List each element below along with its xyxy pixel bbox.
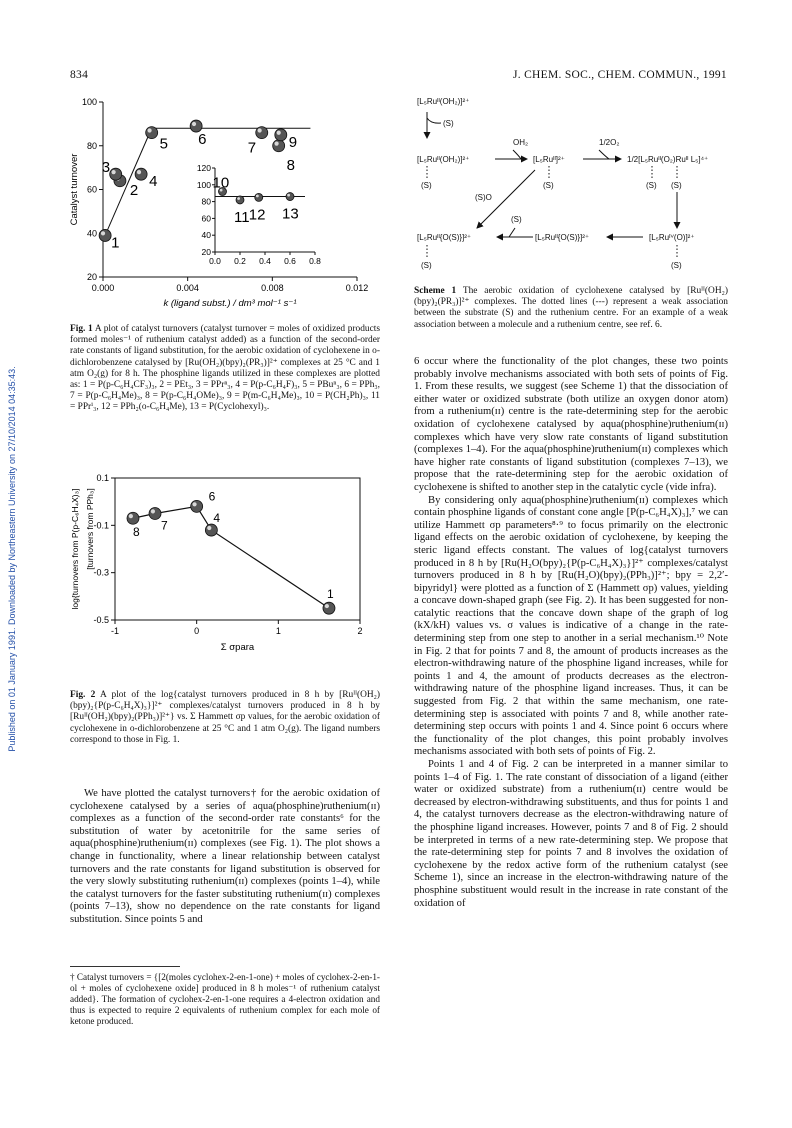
fig2-point-label: 1 <box>326 587 334 602</box>
left-paragraph: We have plotted the catalyst turnovers† for the aerobic oxidation of cyclohexene catalysed by a series of aqua(phosphine)ruthenium(ɪɪ) complexes as a function of the second-order rate constants⁶ for the substitution of water by acetonitrile for the same series of aqua(phosphine)ruthenium(ɪɪ) complexes (see Fig. 1). The plot shows a change in functionality, where a linear relationship between catalyst turnovers and the rate constants for ligand substitution is observed for the very slowly substituting ruthenium(ɪɪ) complexes (points 1–4), while the catalyst turnovers for the faster substituting ruthenium(ɪɪ) complexes (points 7–13), show no dependence on the rate constants for ligand substitution. Since points 5 and <box>70 788 380 925</box>
fig2-axes <box>70 473 363 653</box>
scheme-arrow-l1-curl <box>509 228 515 237</box>
scheme1-caption-label: Scheme 1 <box>414 286 457 296</box>
fig1-trend-rising <box>105 128 152 235</box>
fig2-y-tick-label: 0.1 <box>96 473 109 483</box>
fig1-inset-y-tick-label: 120 <box>196 163 211 173</box>
scheme-row3-mid: [L₅Ruᴵᴵ{O(S)}]²⁺ <box>535 233 590 242</box>
fig1-point-label: 5 <box>159 135 169 153</box>
fig1-point-1 <box>99 229 111 241</box>
scheme-arrow-diag-tail <box>477 226 479 228</box>
scheme-oh2: OH₂ <box>513 138 529 147</box>
scheme-s1: (S) <box>443 119 454 128</box>
fig1-x-tick-label: 0.000 <box>91 283 115 293</box>
scheme-row3-left: [L₅Ruᴵᴵ{O(S)}]²⁺ <box>417 233 472 242</box>
footnote: † Catalyst turnovers = {[2(moles cyclohex-2-en-1-one) + moles of cyclohex-2-en-1-ol + moles of cyclohexene oxide] produced in 8 h moles⁻¹ of ruthenium catalyst added}. The formation of cyclohex-2-en-1-one requires a 4-electron oxidation and thus is expected to require 2 equivalents of ruthenium complex for each mole of ketone produced. <box>70 972 380 1026</box>
fig1-point-4 <box>135 168 147 180</box>
fig1-inset-x-tick-label: 0.2 <box>234 256 246 266</box>
scheme-s-e: (S) <box>421 261 432 270</box>
scheme-s-b: (S) <box>543 181 554 190</box>
fig2-point-8 <box>127 512 139 524</box>
scheme-arrow-r1-curl <box>513 150 521 159</box>
fig1-y-tick-label: 20 <box>86 272 97 282</box>
fig2-x-label: Σ σpara <box>220 642 255 653</box>
fig2-point-1 <box>323 602 335 614</box>
right-body <box>414 356 728 910</box>
fig1-inset-point-label: 10 <box>212 174 230 192</box>
fig2-y-tick-label: -0.5 <box>93 615 109 625</box>
fig2-point-4 <box>205 524 217 536</box>
fig1-caption <box>70 324 380 414</box>
fig1-inset-y-tick-label: 100 <box>196 179 211 190</box>
scheme-row3-right: [L₅Ruᴵⱽ(O)]²⁺ <box>649 233 695 242</box>
fig1-x-tick-label: 0.012 <box>345 283 369 293</box>
fig2-y-label-sub: [turnovers from PPh₃] <box>85 488 95 570</box>
fig2-point-label: 8 <box>132 525 140 540</box>
fig1-inset-x-tick-label: 0.6 <box>284 256 296 266</box>
right-paragraph-1: 6 occur where the functionality of the plot changes, these two points probably involve mechanisms associated with both sets of points of Fig. 1. From these results, we suggest (see Scheme 1) that the dissociation of either water or oxidized substrate (both utilize an oxygen donor atom) from a ruthenium(ɪɪ) centre is the rate-determining step for the aerobic oxidation of cyclohexene catalysed by aqua(phosphine)ruthenium(ɪɪ) complexes which have very slow rate constants of ligand substitution (complexes 1–4). For the aqua(phosphine)ruthenium(ɪɪ) complexes which have higher rate constants of ligand substitution (complexes 7–13), we propose that the rate-determining step for the aerobic oxidation of cyclohexene is shifted to another step in the catalytic cycle (vide infra). <box>414 356 728 493</box>
fig1-inset-point-label: 13 <box>282 205 299 223</box>
scheme-s-a: (S) <box>421 181 432 190</box>
fig1-caption-label: Fig. 1 <box>70 324 93 334</box>
fig2-x-tick-label: -1 <box>110 626 120 636</box>
fig1-point-label: 8 <box>286 156 296 174</box>
scheme1-diagram <box>415 90 735 285</box>
fig2-caption-text: A plot of the log{catalyst turnovers produced in 8 h by [Ruᴵᴵ(OH₂)(bpy)₂{P(p-C₆H₄X)₃}]²⁺ complexes/catalyst turnovers produced in 8 h by [Ruᴵᴵ(OH₂)(bpy)₂(PPh₃)]²⁺} vs. Σ Hammett σp values, for the aerobic oxidation of cyclohexene in o-dichlorobenzene at 25 °C and 1 atm O₂(g). The ligand numbers correspond to those in Fig. 1. <box>70 690 380 745</box>
fig1-inset-point-13 <box>286 193 294 201</box>
scheme1-caption-text: The aerobic oxidation of cyclohexene catalysed by [Ruᴵᴵ(OH₂)(bpy)₂(PR₃)]²⁺ complexes. The dotted lines (---) represent a weak association between the substrate (S) and the ruthenium centre. For an example of a weak association between a molecule and a ruthenium centre, see ref. 6. <box>414 286 728 330</box>
fig2-chart <box>70 470 380 670</box>
fig1-inset-y-tick-label: 20 <box>201 247 211 257</box>
fig1-caption-text: A plot of catalyst turnovers (catalyst turnover = moles of oxidized products formed moles⁻¹ of ruthenium catalyst added) as a function of the second-order rate constants of ligand substitution, for the aerobic oxidation of cyclohexene in o-dichlorobenzene catalysed by [Ru(OH₂)(bpy)₂(PR₃)]²⁺ complexes at 25 °C and 1 atm O₂(g) for 8 h. The phosphine ligands utilized in these complexes are plotted as: 1 = P(p-C₆H₄CF₃)₃, 2 = PEt₃, 3 = PPrⁿ₃, 4 = P(p-C₆H₄F)₃, 5 = PBuⁿ₃, 6 = PPh₃, 7 = P(p-C₆H₄Me)₃, 8 = P(p-C₆H₄OMe)₃, 9 = P(m-C₆H₄Me)₃, 10 = P(CH₂Ph)₃, 11 = PPrⁱ₃, 12 = PPh₂(o-C₆H₄Me), 13 = P(Cyclohexyl)₃. <box>70 324 381 413</box>
fig2-marks <box>127 489 335 614</box>
fig2-point-7 <box>149 508 161 520</box>
fig2-y-tick-label: -0.3 <box>93 567 109 578</box>
fig1-y-tick-label: 80 <box>86 140 97 151</box>
fig1-point-label: 3 <box>101 159 111 177</box>
journal-header: J. CHEM. SOC., CHEM. COMMUN., 1991 <box>512 69 727 81</box>
fig1-inset-y-tick-label: 60 <box>201 213 211 224</box>
fig1-point-label: 4 <box>149 173 158 191</box>
fig2-point-label: 4 <box>213 511 221 526</box>
fig1-inset-point-12 <box>255 193 263 201</box>
right-paragraph-2: By considering only aqua(phosphine)ruthenium(ɪɪ) complexes which contain phosphine ligands of constant cone angle [P(p-C₆H₄X)₃],⁷ we can utilize Hammett σp parameters⁸·⁹ to focus primarily on the electronic ligand effects on the aerobic oxidation of cyclohexene, by keeping the steric ligand effects constant. The values of log{catalyst turnovers produced in 8 h by [Ru(H₂O(bpy)₂{P(p-C₆H₄X)₃}]²⁺ complexes/catalyst turnovers produced in 8 h by [Ru(H₂O)(bpy)₂(PPh₃)]²⁺; bpy = 2,2′-bipyridyl} were plotted as a function of Σ (Hammett σp) values, yielding a concave down-shaped graph (see Fig. 2). It has been suggested for non-catalytic reactions that the concave down shape of the graph of log (kX/kH) values vs. σ values is indicative of a change in the rate-determining step from one step to another in a serial mechanism.¹⁰ Note in Fig. 2 that for points 7 and 8, the amount of products increases as the electron-withdrawing nature of the phosphine ligand increases, while for points 1 and 4, the amount of products decreases as the electron-withdrawing nature of the phosphine ligand increases. Thus, it can be suggested from Fig. 2 that within the same mechanism, one rate-determining step is associated with points 7 and 8, while another rate-determining step occurs with points 1 and 4. Since point 6 occurs where the functionality of the plot changes, this point probably involves mechanisms associated with both sets of points of Fig. 2. <box>414 494 728 758</box>
scheme-s-d: (S) <box>671 181 682 190</box>
fig1-point-label: 9 <box>288 133 298 151</box>
scheme-half-o2: 1/2O₂ <box>599 138 620 147</box>
scheme-row2-left: [L₅Ruᴵᴵ(OH₂)]²⁺ <box>417 155 470 164</box>
scheme-s-c: (S) <box>646 181 657 190</box>
fig1-inset-y-tick-label: 40 <box>201 230 211 241</box>
fig1-x-tick-label: 0.004 <box>176 283 199 293</box>
scheme-arrow-curl <box>427 118 441 123</box>
fig2-y-label-main: log{turnovers from P(p-C₆H₄X)₃] <box>70 488 80 610</box>
fig1-y-tick-label: 40 <box>86 228 97 239</box>
fig2-frame <box>115 478 360 620</box>
fig1-point-5 <box>146 127 158 139</box>
right-paragraph-3: Points 1 and 4 of Fig. 2 can be interpreted in a manner similar to points 1–4 of Fig. 1. The rate constant of dissociation of a ligand (either water or oxidized substrate) from a ruthenium(ɪɪ) centre would be decreased by electron-withdrawing substituents, and thus for points 1 and 4, the catalyst turnovers decrease as the electron-withdrawing nature of the phosphine ligand increases. However, points 7 and 8 of Fig. 2 should be interpreted in terms of a new rate-determining step. We propose that the rate-determining step for points 7 and 8 involves the oxidation of cyclohexene by the redox active form of the ruthenium catalyst (see Scheme 1), since an increase in the electron-withdrawing nature of the phosphine substituent would result in the increase in rate constant of the oxidation of <box>414 759 728 909</box>
scheme-top-complex: [L₅Ruᴵᴵ(OH₂)]²⁺ <box>417 97 470 106</box>
fig1-point-label: 7 <box>247 139 257 157</box>
fig1-inset-x-tick-label: 0.8 <box>309 256 321 266</box>
fig2-point-label: 6 <box>208 489 216 504</box>
fig2-point-6 <box>191 500 203 512</box>
fig1-x-tick-label: 0.008 <box>261 283 284 293</box>
fig1-point-9 <box>275 129 287 141</box>
scheme-row2-right: 1/2[L₅Ruᴵᴵ(O₂)Ruᴵᴵ L₅]⁴⁺ <box>627 155 709 164</box>
scheme1-caption <box>414 286 728 331</box>
fig1-y-tick-label: 60 <box>86 184 97 195</box>
fig2-x-tick-label: 0 <box>194 626 200 636</box>
fig2-x-tick-label: 1 <box>275 626 281 636</box>
fig1-inset-y-tick-label: 80 <box>201 196 211 207</box>
download-watermark: Published on 01 January 1991. Downloaded by Northeastern University on 27/10/2014 04:35:43. <box>7 366 17 752</box>
scheme-so: (S)O <box>475 193 492 202</box>
fig1-y-tick-label: 100 <box>81 97 97 107</box>
fig1-point-8 <box>273 140 285 152</box>
left-body <box>70 788 380 927</box>
fig1-y-label: Catalyst turnover <box>69 153 80 226</box>
fig1-inset-x-tick-label: 0.4 <box>259 256 271 266</box>
fig2-point-label: 7 <box>161 518 168 533</box>
fig1-inset-point-label: 12 <box>248 206 266 224</box>
footnote-rule <box>70 966 180 967</box>
fig1-point-7 <box>256 127 268 139</box>
fig2-x-tick-label: 2 <box>357 626 363 636</box>
fig2-caption <box>70 690 380 746</box>
fig1-point-label: 2 <box>129 181 139 199</box>
scheme-s-f: (S) <box>671 261 682 270</box>
fig1-inset-point-label: 11 <box>234 208 250 226</box>
fig2-caption-label: Fig. 2 <box>70 690 96 700</box>
scheme-s-mid: (S) <box>511 215 522 224</box>
fig1-inset-x-tick-label: 0.0 <box>209 256 221 266</box>
fig1-chart <box>65 92 375 310</box>
page-number: 834 <box>70 69 89 81</box>
fig1-axes <box>69 97 368 309</box>
fig1-point-label: 6 <box>198 131 207 149</box>
fig1-point-label: 1 <box>111 234 120 252</box>
fig1-inset-point-11 <box>236 196 244 204</box>
fig1-x-label: k (ligand subst.) / dm³ mol⁻¹ s⁻¹ <box>163 298 297 309</box>
fig2-y-tick-label: -0.1 <box>93 520 109 531</box>
scheme-row2-mid: [L₅Ruᴵᴵ]²⁺ <box>533 155 565 164</box>
fig1-point-3 <box>110 168 122 180</box>
scheme-arrow-r2-curl <box>599 150 609 159</box>
